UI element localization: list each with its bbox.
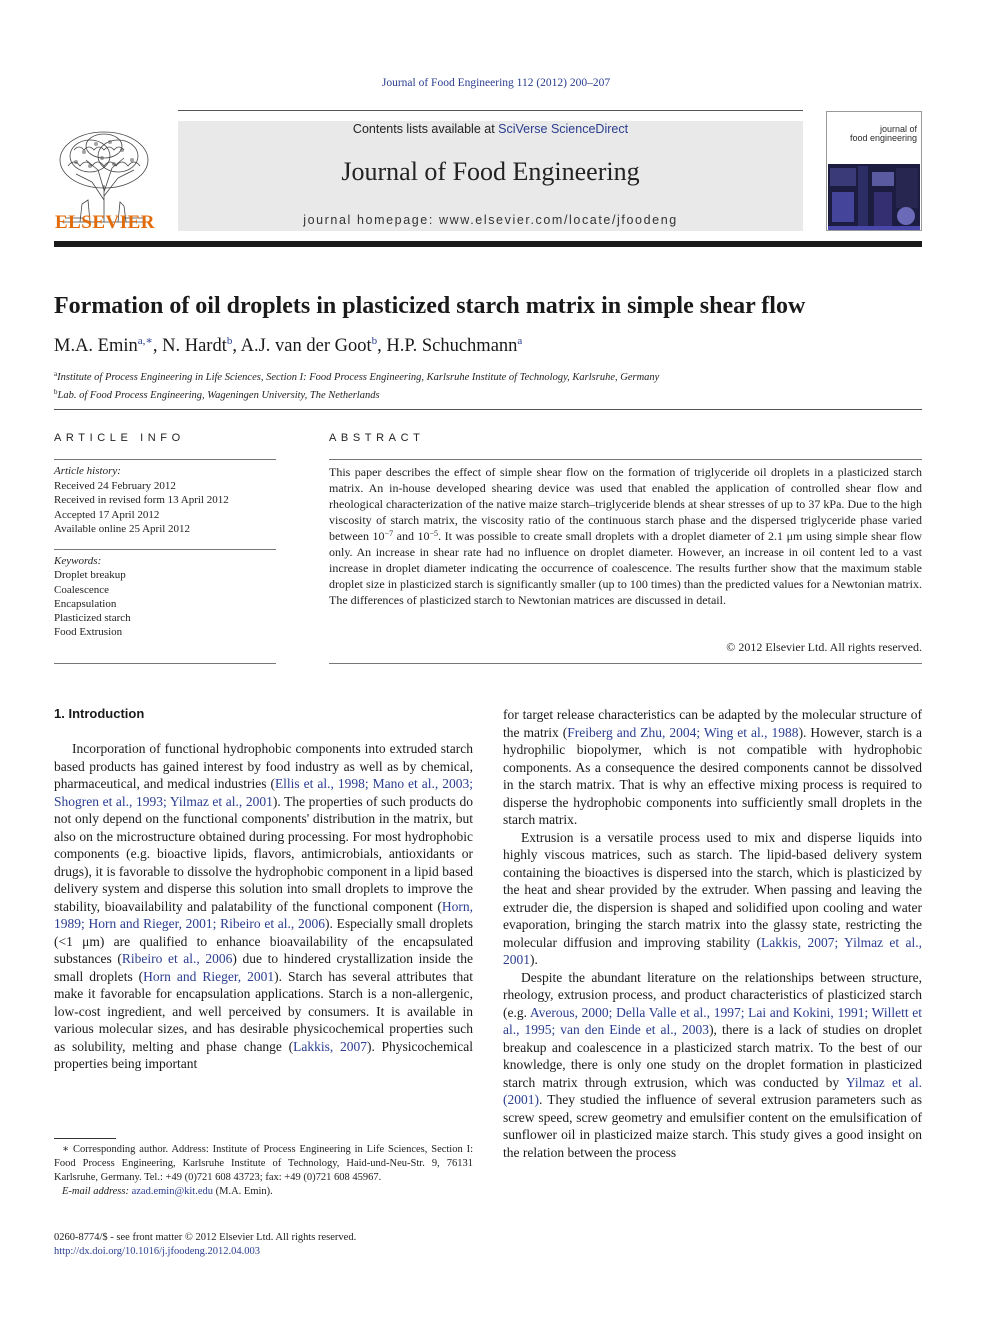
author-list: M.A. Emin$^{a,∗}$, N. Hardt$^b$, A.J. van der Goot$^b$, H.P. Schuchmann$^a$ [54, 335, 523, 356]
affiliation-b: $^b$Lab. of Food Process Engineering, Wageningen University, The Netherlands [54, 388, 380, 401]
history-label: Article history: [54, 465, 121, 477]
journal-homepage[interactable]: journal homepage: www.elsevier.com/locate/jfoodeng [303, 213, 678, 227]
keyword-item: Coalescence [54, 583, 109, 596]
citation-link[interactable]: Horn, 1989; Horn and Rieger, 2001; Ribeiro et al., 2006 [54, 898, 473, 931]
author-affiliation-mark[interactable]: b [371, 335, 378, 347]
sciencedirect-link[interactable]: SciVerse ScienceDirect [498, 122, 629, 136]
keywords [54, 554, 276, 640]
body-text: ). Starch has several attributes that make it favorable for encapsulation applications. Starch is a non-allergenic, low-cost ingredient, and well perceived by consumers. It is available in various molecular sizes, and has desirable physicochemical properties such as solubility, melting and phase change ( [54, 968, 473, 1054]
body-text: ) due to hindered crystallization inside the small droplets ( [54, 951, 473, 984]
body-paragraph [503, 969, 922, 1162]
body-text: ). However, starch is a hydrophilic biopolymer, which is not compatible with hydrophobic components. As a consequence the desired components cannot be dissolved in the starch matrix. That is why an effective mixing process is required to disperse the hydrophobic components into sufficiently small droplets in the starch matrix. [503, 724, 922, 827]
body-text: for target release characteristics can be adapted by the molecular structure of the matrix ( [503, 707, 922, 740]
body-column-right [503, 706, 922, 1161]
abstract-text: This paper describes the effect of simple shear flow on the formation of triglyceride oil droplets in a plasticized starch matrix. An in-house developed shearing device was used that enabled the application of controlled shear flow and rheological characterization of the native maize starch–triglyceride blends at shear stresses of up to 37 kPa. Due to the high viscosity of starch matrix, the viscosity ratio of the continuous starch phase and the dispersed triglyceride phase varied between $10^{-7}$ and $10^{-5}$. It was possible to create small droplets with a droplet diameter of 2.1 μm using simple shear flow only. An increase in shear rate had no influence on droplet diameter. However, an increase in oil content led to a vast increase in droplet diameter indicating the occurrence of coalescence. The results further show that the maximum stable droplet size in plasticized starch is significantly smaller (up to 100 times) than the predicted values for a Newtonian matrix. The differences of plasticized starch to Newtonian matrices are discussed in detail. [329, 465, 922, 607]
body-paragraph [503, 829, 922, 969]
author-affiliation-mark[interactable]: a [517, 335, 523, 347]
keyword-item: Food Extrusion [54, 626, 123, 639]
divider [329, 663, 922, 664]
history-item: Received in revised form 13 April 2012 [54, 494, 229, 506]
citation-link[interactable]: Horn and Rieger, 2001 [143, 968, 275, 984]
history-item: Received 24 February 2012 [54, 479, 176, 492]
header-top-rule [178, 110, 803, 111]
divider [54, 663, 276, 664]
author-name[interactable]: H.P. Schuchmann [386, 336, 518, 356]
issn-doi-block [54, 1231, 494, 1259]
body-text: Incorporation of functional hydrophobic components into extruded starch based products has gained interest by food industry as well as by chemical, pharmaceutical, and medical industries ( [54, 741, 473, 791]
journal-citation[interactable]: Journal of Food Engineering 112 (2012) 200–207 [381, 77, 611, 89]
body-text: . They studied the influence of several extrusion parameters such as screw speed, screw geometry and emulsifier content on the emulsification of sunflower oil in plasticized maize starch. This study gives a good insight on the relation between the process [503, 1092, 922, 1160]
footnote-marker: ∗ [62, 1144, 70, 1155]
body-text: ), there is a lack of studies on droplet breakup and coalescence in a plasticized starch matrix. To the best of our knowledge, there is only one study on the droplet formation in plasticized starch matrix through extrusion, which was conducted by [503, 1022, 922, 1090]
cover-title-line1: journal of [879, 124, 917, 134]
body-text: ). [530, 952, 538, 967]
cover-image-icon [828, 164, 920, 230]
keyword-item: Encapsulation [54, 597, 117, 610]
journal-masthead [178, 121, 803, 231]
contents-prefix: Contents lists available at [352, 122, 499, 136]
author-affiliation-mark[interactable]: b [226, 335, 233, 347]
body-text: ). Especially small droplets (<1 μm) are qualified to enhance bioavailability of the encapsulated substances ( [54, 916, 473, 966]
abstract-heading: ABSTRACT [329, 432, 425, 444]
section-heading-introduction: 1. Introduction [54, 706, 145, 721]
citation-link[interactable]: Yilmaz et al. (2001) [503, 1074, 922, 1107]
keyword-item: Droplet breakup [54, 569, 126, 582]
citation-link[interactable]: Ribeiro et al., 2006 [121, 951, 233, 966]
body-text: ). The properties of such products do not only depend on the functional components' distribution in the matrix, but also on the microstructure obtained during processing. For most hydrophobic components (e.g. bioactive lipids, flavors, antimicrobials, antioxidants or drugs), it is favorable to dissolve the hydrophobic component in a lipid based delivery system and disperse this solution into small droplets to improve the stability, bioavailability and palatability of the functional component ( [54, 793, 473, 914]
abstract-copyright: © 2012 Elsevier Ltd. All rights reserved. [726, 640, 922, 654]
citation-link[interactable]: Lakkis, 2007; Yilmaz et al., 2001 [503, 934, 922, 967]
journal-name: Journal of Food Engineering [341, 157, 640, 186]
body-paragraph [54, 740, 473, 1073]
author-name[interactable]: A.J. van der Goot [240, 336, 372, 356]
body-column-left [54, 740, 473, 1073]
body-text: Despite the abundant literature on the relationships between structure, rheology, extrusion process, and product characteristics of plasticized starch (e.g. [503, 969, 922, 1020]
divider [54, 409, 922, 410]
email-link[interactable]: azad.emin@kit.edu [131, 1186, 213, 1197]
divider [54, 549, 276, 550]
citation-link[interactable]: Averous, 2000; Della Valle et al., 1997; Lai and Kokini, 1991; Willett et al., 1995; van den Einde et al., 2003 [503, 1004, 922, 1037]
article-info-heading: ARTICLE INFO [54, 432, 185, 444]
affiliations [54, 367, 934, 403]
header-thick-rule [54, 241, 922, 247]
citation-link[interactable]: Ellis et al., 1998; Mano et al., 2003; Shogren et al., 1993; Yilmaz et al., 2001 [54, 776, 473, 809]
keyword-item: Plasticized starch [54, 612, 131, 625]
footnote-email: E-mail address: azad.emin@kit.edu (M.A. Emin). [62, 1186, 273, 1197]
contents-available-line [178, 121, 803, 137]
body-text: Extrusion is a versatile process used to mix and disperse liquids into highly viscous matrices, such as starch. The lipid-based delivery system containing the bioactives is dispersed into the starch, which is plasticized by the heat and shear provided by the extruder. When passing and leaving the extruder die, the dispersion is shaped and solidified upon cooling and water evaporation, bringing the starch matrix into the glassy state, restricting the molecular diffusion and improving stability ( [503, 829, 922, 950]
author-affiliation-mark[interactable]: a,∗ [137, 335, 153, 347]
keywords-label: Keywords: [54, 555, 102, 567]
article-history [54, 464, 276, 537]
affiliation-a: $^a$Institute of Process Engineering in Life Sciences, Section I: Food Process Engineering, Karlsruhe Institute of Technology, Karlsruhe, Germany [54, 370, 660, 383]
body-text: ). Physicochemical properties being important [54, 1038, 473, 1071]
citation-link[interactable]: Freiberg and Zhu, 2004; Wing et al., 1988 [567, 724, 799, 740]
doi-link[interactable]: http://dx.doi.org/10.1016/j.jfoodeng.2012.04.003 [54, 1246, 261, 1257]
history-item: Available online 25 April 2012 [54, 523, 191, 535]
divider [54, 459, 276, 460]
cover-title [837, 125, 917, 143]
footnote-corresponding: ∗ Corresponding author. Address: Institute of Process Engineering in Life Sciences, Section I: Food Process Engineering, Karlsruhe Institute of Technology, Haid-und-Neu-Str. 9, 76131 Karlsruhe, Germany. Tel.: +49 (0)721 608 43723; fax: +49 (0)721 608 45967. [54, 1144, 474, 1183]
divider [329, 459, 922, 460]
history-item: Accepted 17 April 2012 [54, 508, 160, 521]
cover-title-line2: food engineering [849, 133, 917, 143]
citation-link[interactable]: Lakkis, 2007 [293, 1038, 367, 1054]
author-name[interactable]: M.A. Emin [54, 336, 138, 356]
elsevier-logo-text: ELSEVIER [54, 212, 156, 233]
journal-cover-thumbnail [826, 111, 922, 231]
footnote-rule [54, 1138, 116, 1139]
author-name[interactable]: N. Hardt [162, 336, 227, 356]
article-title: Formation of oil droplets in plasticized starch matrix in simple shear flow [54, 293, 806, 319]
body-paragraph [503, 706, 922, 829]
issn-line: 0260-8774/$ - see front matter © 2012 Elsevier Ltd. All rights reserved. [54, 1232, 357, 1243]
corresponding-author-footnote [54, 1143, 473, 1199]
